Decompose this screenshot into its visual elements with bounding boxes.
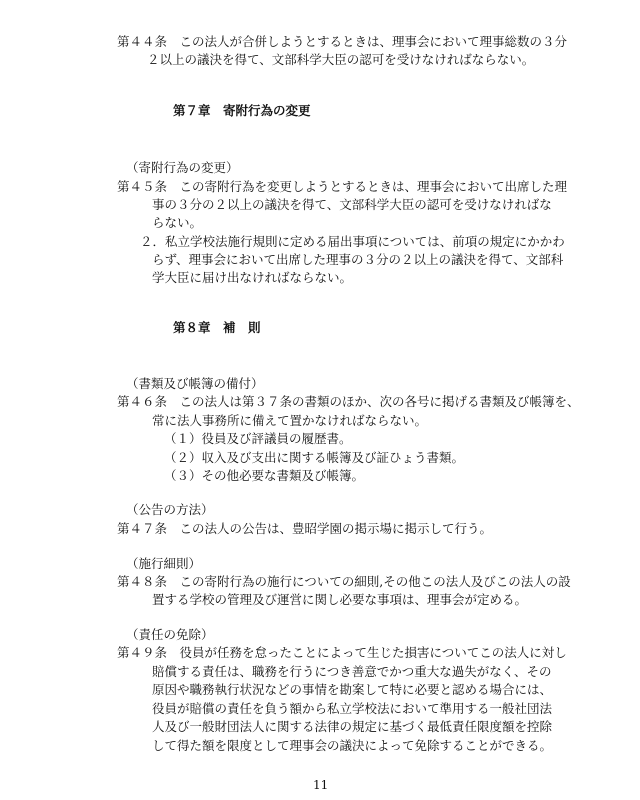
article-45-para-2-line-2: らず、理事会において出席した理事の３分の２以上の議決を得て、文部科 [152, 252, 564, 267]
article-45-para-2-line-3: 学大臣に届け出なければならない。 [152, 270, 353, 285]
page-number: 11 [313, 778, 329, 792]
article-46-caption: （書類及び帳簿の備付） [126, 376, 264, 391]
article-45-caption: （寄附行為の変更） [126, 160, 239, 175]
chapter-7-heading: 第７章 寄附行為の変更 [173, 103, 311, 118]
article-46-item-2: （２）収入及び支出に関する帳簿及び証ひょう書類。 [164, 450, 465, 465]
article-47-caption: （公告の方法） [126, 502, 214, 517]
article-46-item-3: （３）その他必要な書類及び帳簿。 [164, 468, 365, 483]
article-47-line-1: 第４７条 この法人の公告は、豊昭学園の掲示場に掲示して行う。 [117, 521, 493, 536]
article-49-caption: （責任の免除） [126, 627, 214, 642]
article-44-line-2: ２以上の議決を得て、文部科学大臣の認可を受けなければならない。 [147, 52, 535, 67]
article-48-line-1: 第４８条 この寄附行為の施行についての細則,その他この法人及びこの法人の設 [117, 574, 571, 589]
article-48-line-2: 置する学校の管理及び運営に関し必要な事項は、理事会が定める。 [152, 592, 528, 607]
article-45-para-2-line-1: ２．私立学校法施行規則に定める届出事項については、前項の規定にかかわ [140, 234, 565, 249]
article-49-line-6: して得た額を限度として理事会の議決によって免除することができる。 [152, 738, 553, 753]
article-49-line-2: 賠償する責任は、職務を行うにつき善意でかつ重大な過失がなく、その [152, 664, 552, 679]
article-49-line-4: 役員が賠償の責任を負う額から私立学校法において準用する一般社団法 [152, 701, 553, 716]
article-49-line-1: 第４９条 役員が任務を怠ったことによって生じた損害についてこの法人に対し [117, 645, 567, 660]
article-46-line-1: 第４６条 この法人は第３７条の書類のほか、次の各号に掲げる書類及び帳簿を、 [117, 394, 580, 409]
chapter-8-heading: 第８章 補 則 [173, 320, 261, 335]
article-49-line-5: 人及び一般財団法人に関する法律の規定に基づく最低責任限度額を控除 [152, 719, 553, 734]
article-49-line-3: 原因や職務執行状況などの事情を勘案して特に必要と認める場合には、 [152, 682, 553, 697]
article-46-line-2: 常に法人事務所に備えて置かなければならない。 [152, 413, 428, 428]
article-45-line-2: 事の３分の２以上の議決を得て、文部科学大臣の認可を受けなければな [152, 197, 552, 212]
article-45-line-3: らない。 [152, 215, 203, 230]
article-46-item-1: （１）役員及び評議員の履歴書。 [164, 431, 352, 446]
article-44-line-1: 第４４条 この法人が合併しようとするときは、理事会において理事総数の３分 [117, 34, 568, 49]
article-48-caption: （施行細則） [126, 556, 202, 571]
article-45-line-1: 第４５条 この寄附行為を変更しようとするときは、理事会において出席した理 [117, 179, 568, 194]
